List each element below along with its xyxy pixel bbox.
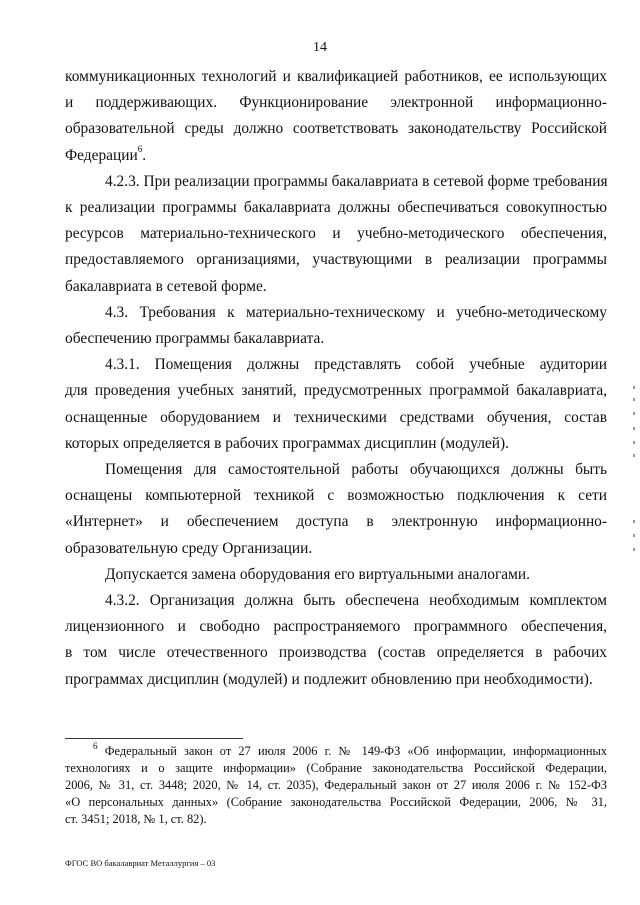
text-line: 4.3.2. Организация должна быть обеспечена необходимым комплектом	[105, 592, 607, 610]
text-line: бакалавриата в сетевой форме.	[65, 277, 267, 295]
scan-margin-mark	[633, 534, 635, 537]
text-line: Федерации$^6$.	[65, 144, 147, 164]
text-line: 4.2.3. При реализации программы бакалавриата в сетевой форме требования	[105, 172, 608, 190]
page-footer: ФГОС ВО бакалавриат Металлургия – 03	[65, 858, 216, 868]
text-line: для проведения учебных занятий, предусмотренных программой бакалавриата,	[65, 382, 607, 400]
text-line-content: Федерации	[65, 146, 138, 164]
footnote-line: ст. 3451; 2018, № 1, ст. 82).	[65, 812, 207, 826]
footnote-reference: 6	[137, 144, 143, 155]
text-line: обеспечению программы бакалавриата.	[65, 330, 325, 348]
footnote-line-content: Федеральный закон от 27 июля 2006 г. № 149-ФЗ «Об информации, информационных	[104, 744, 608, 758]
footnote-line: 2006, № 31, ст. 3448; 2020, № 14, ст. 2035), Федеральный закон от 27 июля 2006 г. № 152-ФЗ	[65, 778, 607, 792]
text-line: Помещения для самостоятельной работы обучающихся должны быть	[105, 461, 607, 479]
scan-margin-mark	[633, 398, 635, 401]
body-text	[65, 64, 607, 693]
text-line: образовательную среду Организации.	[65, 539, 313, 557]
footnote-line: технологиях и о защите информации» (Собрание законодательства Российской Федерации,	[65, 761, 607, 775]
scan-margin-mark	[633, 454, 635, 457]
text-line: и поддерживающих. Функционирование электронной информационно-	[65, 94, 607, 112]
text-line: к реализации программы бакалавриата должны обеспечиваться совокупностью	[65, 199, 607, 217]
footnote-marker: 6	[93, 740, 98, 751]
text-line: «Интернет» и обеспечением доступа в электронную информационно-	[65, 513, 607, 531]
footnote-line	[65, 740, 608, 760]
page-number: 14	[313, 40, 327, 55]
text-line: программах дисциплин (модулей) и подлежит обновлению при необходимости).	[65, 670, 593, 688]
text-line: образовательной среды должно соответствовать законодательству Российской	[65, 120, 607, 138]
text-line: предоставляемого организациями, участвующими в реализации программы	[65, 251, 607, 269]
text-line: коммуникационных технологий и квалификацией работников, ее использующих	[65, 68, 607, 85]
text-line: оснащены компьютерной техникой с возможностью подключения к сети	[65, 487, 607, 505]
footnote-divider	[65, 738, 243, 739]
scan-margin-mark	[633, 386, 635, 389]
text-line: которых определяется в рабочих программах дисциплин (модулей).	[65, 434, 509, 452]
scan-margin-mark	[633, 441, 635, 444]
scan-margin-mark	[633, 427, 635, 430]
text-line: 4.3.1. Помещения должны представлять собой учебные аудитории	[105, 356, 607, 374]
scan-margin-mark	[633, 548, 635, 551]
footnote	[65, 740, 608, 828]
scan-margin-mark	[633, 412, 635, 415]
text-line: ресурсов материально-технического и учебно-методического обеспечения,	[65, 225, 607, 243]
text-line: в том числе отечественного производства (состав определяется в рабочих	[65, 644, 607, 662]
text-line: оснащенные оборудованием и техническими средствами обучения, состав	[65, 408, 607, 426]
footnote-line: «О персональных данных» (Собрание законодательства Российской Федерации, 2006, № 31,	[65, 795, 607, 809]
text-line: лицензионного и свободно распространяемого программного обеспечения,	[65, 618, 607, 636]
text-line: Допускается замена оборудования его виртуальными аналогами.	[105, 565, 530, 583]
text-line: 4.3. Требования к материально-техническому и учебно-методическому	[105, 303, 607, 321]
scan-margin-mark	[633, 520, 635, 523]
